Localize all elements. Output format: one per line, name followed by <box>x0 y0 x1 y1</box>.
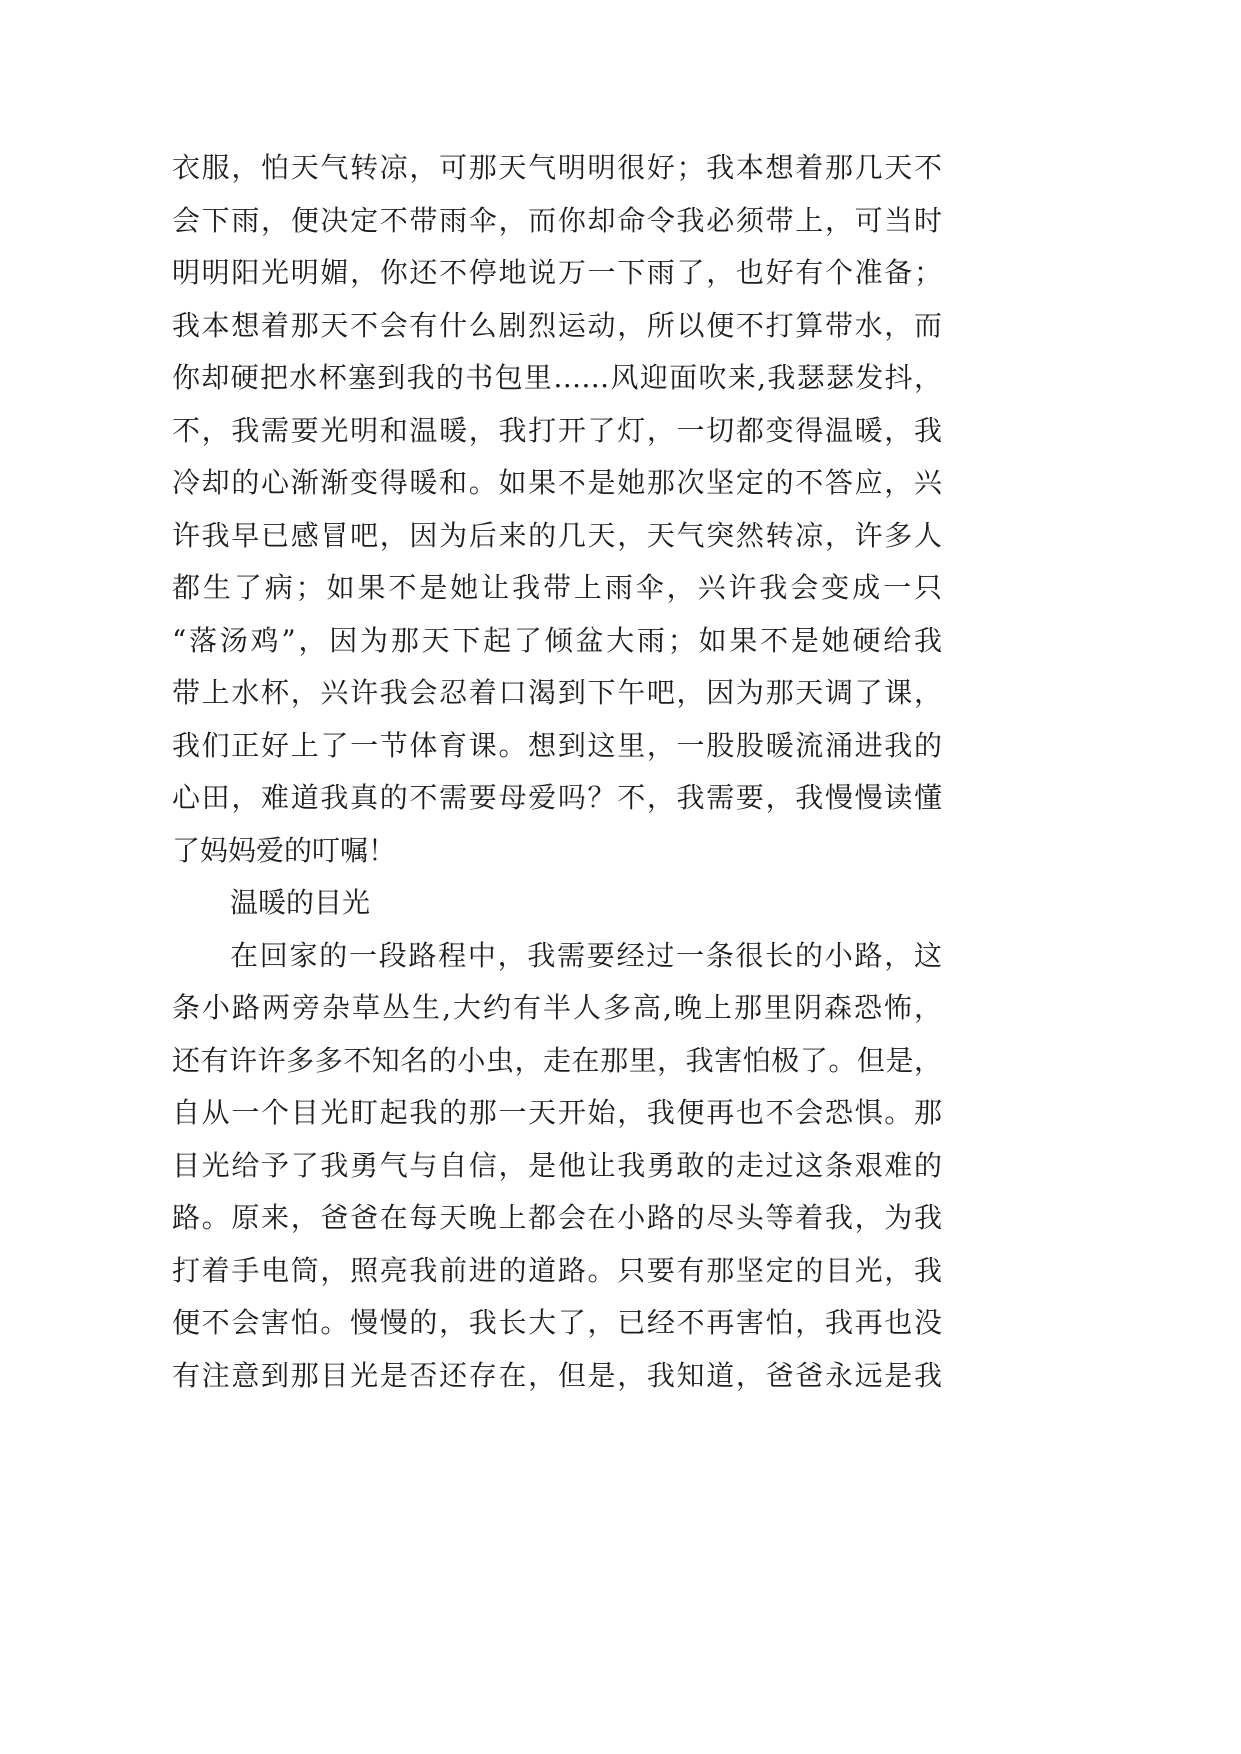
paragraph-warm-gaze <box>172 930 942 1403</box>
text-line: 便不会害怕。慢慢的，我长大了，已经不再害怕，我再也没 <box>172 1306 942 1339</box>
text-line: 衣服，怕天气转凉，可那天气明明很好；我本想着那几天不 <box>172 151 942 184</box>
text-line: 条小路两旁杂草丛生,大约有半人多高,晚上那里阴森恐怖， <box>172 991 942 1024</box>
text-line: 我们正好上了一节体育课。想到这里，一股股暖流涌进我的 <box>172 728 942 762</box>
text-line: 都生了病；如果不是她让我带上雨伞，兴许我会变成一只 <box>172 571 942 604</box>
text-line: 打着手电筒，照亮我前进的道路。只要有那坚定的目光，我 <box>172 1253 942 1287</box>
document-body <box>172 142 942 1402</box>
text-line: 在回家的一段路程中，我需要经过一条很长的小路，这 <box>230 938 942 972</box>
text-line: 带上水杯，兴许我会忍着口渴到下午吧，因为那天调了课， <box>172 676 942 709</box>
text-line: 你却硬把水杯塞到我的书包里……风迎面吹来,我瑟瑟发抖， <box>172 361 942 394</box>
text-line: 目光给予了我勇气与自信，是他让我勇敢的走过这条艰难的 <box>172 1148 942 1182</box>
text-line: 会下雨，便决定不带雨伞，而你却命令我必须带上，可当时 <box>172 203 942 237</box>
text-line: 心田，难道我真的不需要母爱吗？不，我需要，我慢慢读懂 <box>172 781 942 814</box>
text-line: 有注意到那目光是否还存在，但是，我知道，爸爸永远是我 <box>172 1358 942 1392</box>
text-line: 了妈妈爱的叮嘱！ <box>172 833 397 867</box>
text-line: 许我早已感冒吧，因为后来的几天，天气突然转凉，许多人 <box>172 518 942 552</box>
text-line: 冷却的心渐渐变得暖和。如果不是她那次坚定的不答应，兴 <box>172 466 942 499</box>
text-line: 还有许许多多不知名的小虫，走在那里，我害怕极了。但是， <box>172 1043 942 1077</box>
text-line: “落汤鸡”，因为那天下起了倾盆大雨；如果不是她硬给我 <box>172 623 942 657</box>
text-line: 我本想着那天不会有什么剧烈运动，所以便不打算带水，而 <box>172 308 942 342</box>
section-title: 温暖的目光 <box>230 886 371 919</box>
text-line: 路。原来，爸爸在每天晚上都会在小路的尽头等着我，为我 <box>172 1201 942 1234</box>
text-line: 自从一个目光盯起我的那一天开始，我便再也不会恐惧。那 <box>172 1096 942 1129</box>
text-line: 明明阳光明媚，你还不停地说万一下雨了，也好有个准备； <box>172 256 942 289</box>
paragraph-continued <box>172 142 942 877</box>
text-line: 不，我需要光明和温暖，我打开了灯，一切都变得温暖，我 <box>172 413 942 447</box>
